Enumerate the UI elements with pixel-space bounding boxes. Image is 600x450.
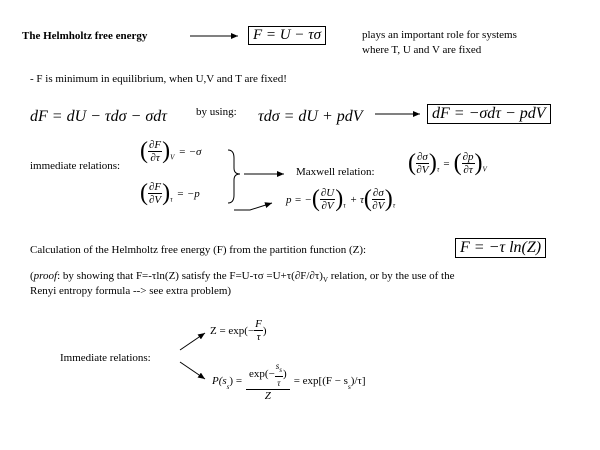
- maxwell-relation: ( $\frac{\partial\sigma}{\partial V}$ )$_\tau$ = ( $\frac{\partial p}{\partial\tau}$ )$_V$: [408, 150, 487, 176]
- partition-calc-text: Calculation of the Helmholtz free energy (F) from the partition function (Z):: [30, 244, 367, 256]
- equilibrium-note: - F is minimum in equilibrium, when U,V and T are fixed!: [30, 73, 287, 85]
- probability-relation: $P(s_s)$ = exp(− $\frac{s_s}{\tau}$ ) Z = $\exp[(F - s_s)/\tau]$: [212, 361, 366, 402]
- helmholtz-definition-box: F = U − τσ: [248, 26, 326, 45]
- immediate-relations-label: immediate relations:: [30, 160, 121, 172]
- proof-line-2: Renyi entropy formula --> see extra problem): [30, 285, 232, 297]
- relation-dF-dtau: ( $\frac{\partial F}{\partial\tau}$ )$_V = -\sigma$: [140, 138, 202, 164]
- maxwell-label: Maxwell relation:: [296, 166, 375, 178]
- dF-expression: dF = dU − τdσ − σdτ: [30, 108, 167, 125]
- partition-function-z: Z = exp(− $\frac{F}{\tau}$ ): [210, 318, 267, 343]
- proof-line-1: (proof: by showing that F=-τln(Z) satisfy the $F=U-\tau\sigma =U+\tau(\partial F/\partial\tau)_V$ relation, or by the use of the: [30, 270, 455, 285]
- tds-expression: τdσ = dU + pdV: [258, 108, 363, 125]
- title-text: The Helmholtz free energy: [22, 30, 148, 42]
- dF-result-box: dF = −σdτ − pdV: [427, 104, 551, 124]
- z-arrow: [180, 333, 205, 350]
- partition-formula-box: F = −τ ln(Z): [455, 238, 546, 258]
- pressure-arrow: [234, 203, 272, 210]
- immediate-relations-2-label: Immediate relations:: [60, 352, 151, 364]
- relations-brace: [228, 150, 240, 203]
- description-line-2: where T, U and V are fixed: [362, 44, 482, 56]
- relation-dF-dV: ( $\frac{\partial F}{\partial V}$ )$_\tau = -p$: [140, 180, 200, 206]
- probability-arrow: [180, 362, 205, 379]
- description-line-1: plays an important role for systems: [362, 29, 517, 41]
- using-label: by using:: [196, 106, 237, 118]
- pressure-relation: p = −( $\frac{\partial U}{\partial V}$ )$_\tau + \tau$( $\frac{\partial\sigma}{\partial V}$ )$_\tau$: [286, 186, 396, 212]
